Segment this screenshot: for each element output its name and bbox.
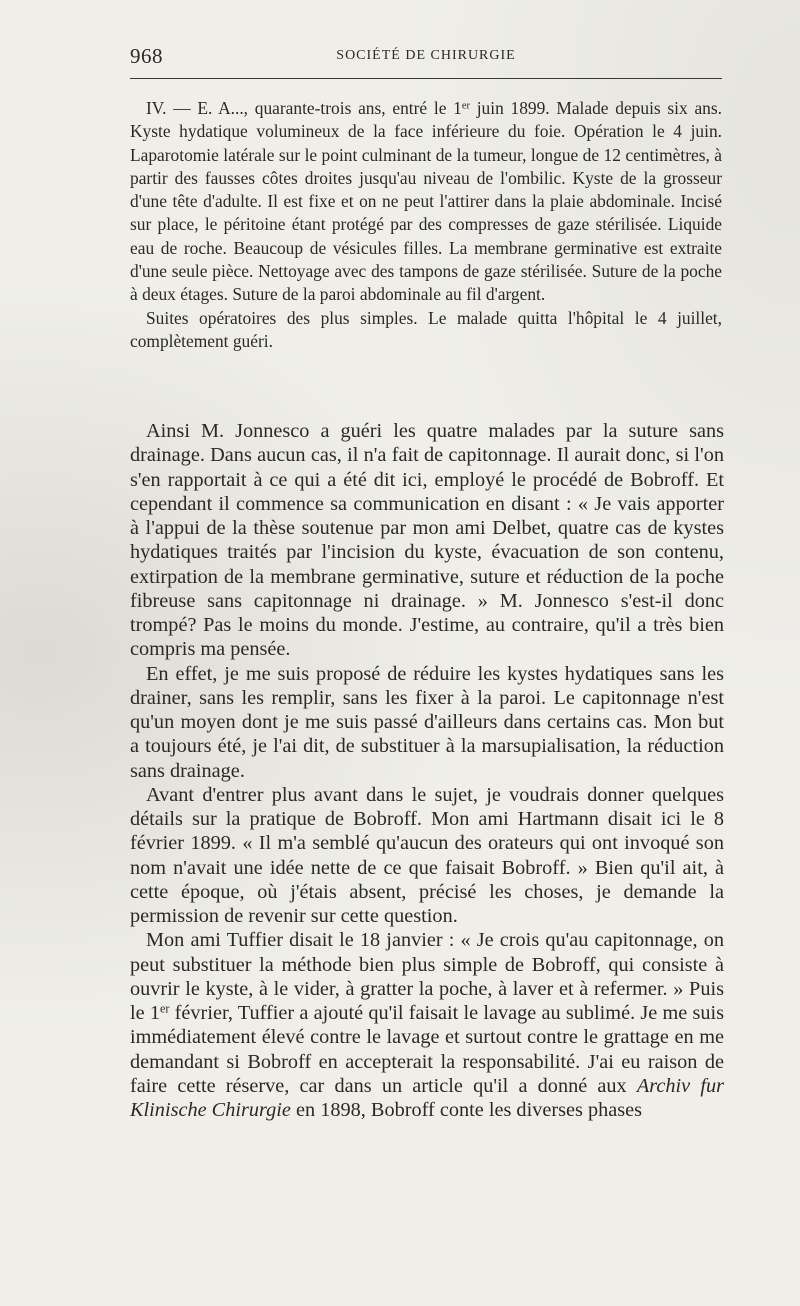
paragraph-3: Avant d'entrer plus avant dans le sujet, je voudrais donner quelques détails sur la pratique de Bobroff. Mon ami Hartmann disait ici le 8 février 1899. « Il m'a semblé qu'aucun des orateurs qui ont invoqué son nom n'avait une idée nette de ce que faisait Bobroff. » Bien qu'il ait, à cette époque, où j'étais absent, précisé les choses, je demande la permission de revenir sur cette question.	[130, 783, 724, 927]
main-text	[130, 419, 724, 1122]
case-text-rest: juin 1899. Malade depuis six ans. Kyste hydatique volumineux de la face inférieure du foie. Opération le 4 juin. Laparotomie latérale sur le point culminant de la tumeur, longue de 12 centimètres, à partir des fausses côtes droites jusqu'au niveau de l'ombilic. Kyste de la grosseur d'une tête d'adulte. Il est fixe et on ne peut l'attirer dans la plaie abdominale. Incisé sur place, le péritoine étant protégé par des compresses de gaze stérilisée. Liquide eau de roche. Beaucoup de vésicules filles. La membrane germinative est extraite d'une seule pièce. Nettoyage avec des tampons de gaze stérilisée. Suture de la poche à deux étages. Suture de la paroi abdominale au fil d'argent.	[130, 98, 722, 305]
paragraph-4	[130, 928, 724, 1122]
case-report-paragraph	[130, 97, 722, 307]
superscript: er	[461, 100, 470, 112]
superscript: er	[160, 1001, 170, 1016]
paragraph-4-middle: février, Tuffier a ajouté qu'il faisait le lavage au sublimé. Je me suis immédiatement élevé contre le lavage et surtout contre le grattage en me demandant si Bobroff en accepterait la responsabilité. J'ai eu raison de faire cette réserve, car dans un article qu'il a donné aux	[130, 1002, 724, 1097]
paragraph-2: En effet, je me suis proposé de réduire les kystes hydatiques sans les drainer, sans les remplir, sans les fixer à la paroi. Le capitonnage n'est qu'un moyen dont je me suis passé d'ailleurs dans certains cas. Mon but a toujours été, je l'ai dit, de substituer à la marsupialisation, la réduction sans drainage.	[130, 662, 724, 782]
page-number: 968	[130, 44, 163, 68]
header-rule	[130, 78, 722, 79]
case-text-start: IV. — E. A..., quarante-trois ans, entré le 1	[146, 98, 462, 118]
paragraph-4-start: Mon ami Tuffier disait le 18 janvier : « Je crois qu'au capitonnage, on peut substituer la méthode bien plus simple de Bobroff, qui consiste à ouvrir le kyste, à le vider, à gratter la poche, à laver et à refermer. » Puis le 1	[130, 929, 724, 1024]
page-header	[130, 44, 722, 74]
paragraph-4-end: en 1898, Bobroff conte les diverses phases	[290, 1099, 643, 1121]
running-head: SOCIÉTÉ DE CHIRURGIE	[336, 48, 516, 63]
case-report	[130, 97, 722, 353]
journal-title: Archiv fur Klinische Chirurgie	[130, 1074, 725, 1121]
case-outcome-paragraph: Suites opératoires des plus simples. Le malade quitta l'hôpital le 4 juillet, complètement guéri.	[130, 307, 722, 351]
paragraph-1: Ainsi M. Jonnesco a guéri les quatre malades par la suture sans drainage. Dans aucun cas, il n'a fait de capitonnage. Il aurait donc, si l'on s'en rapportait à ce qui a été dit ici, employé le procédé de Bobroff. Et cependant il commence sa communication en disant : « Je vais apporter à l'appui de la thèse soutenue par mon ami Delbet, quatre cas de kystes hydatiques traités par l'incision du kyste, évacuation de son contenu, extirpation de la membrane germinative, suture et réduction de la poche fibreuse sans capitonnage ni drainage. » M. Jonnesco s'est-il donc trompé? Pas le moins du monde. J'estime, au contraire, qu'il a très bien compris ma pensée.	[130, 420, 724, 661]
